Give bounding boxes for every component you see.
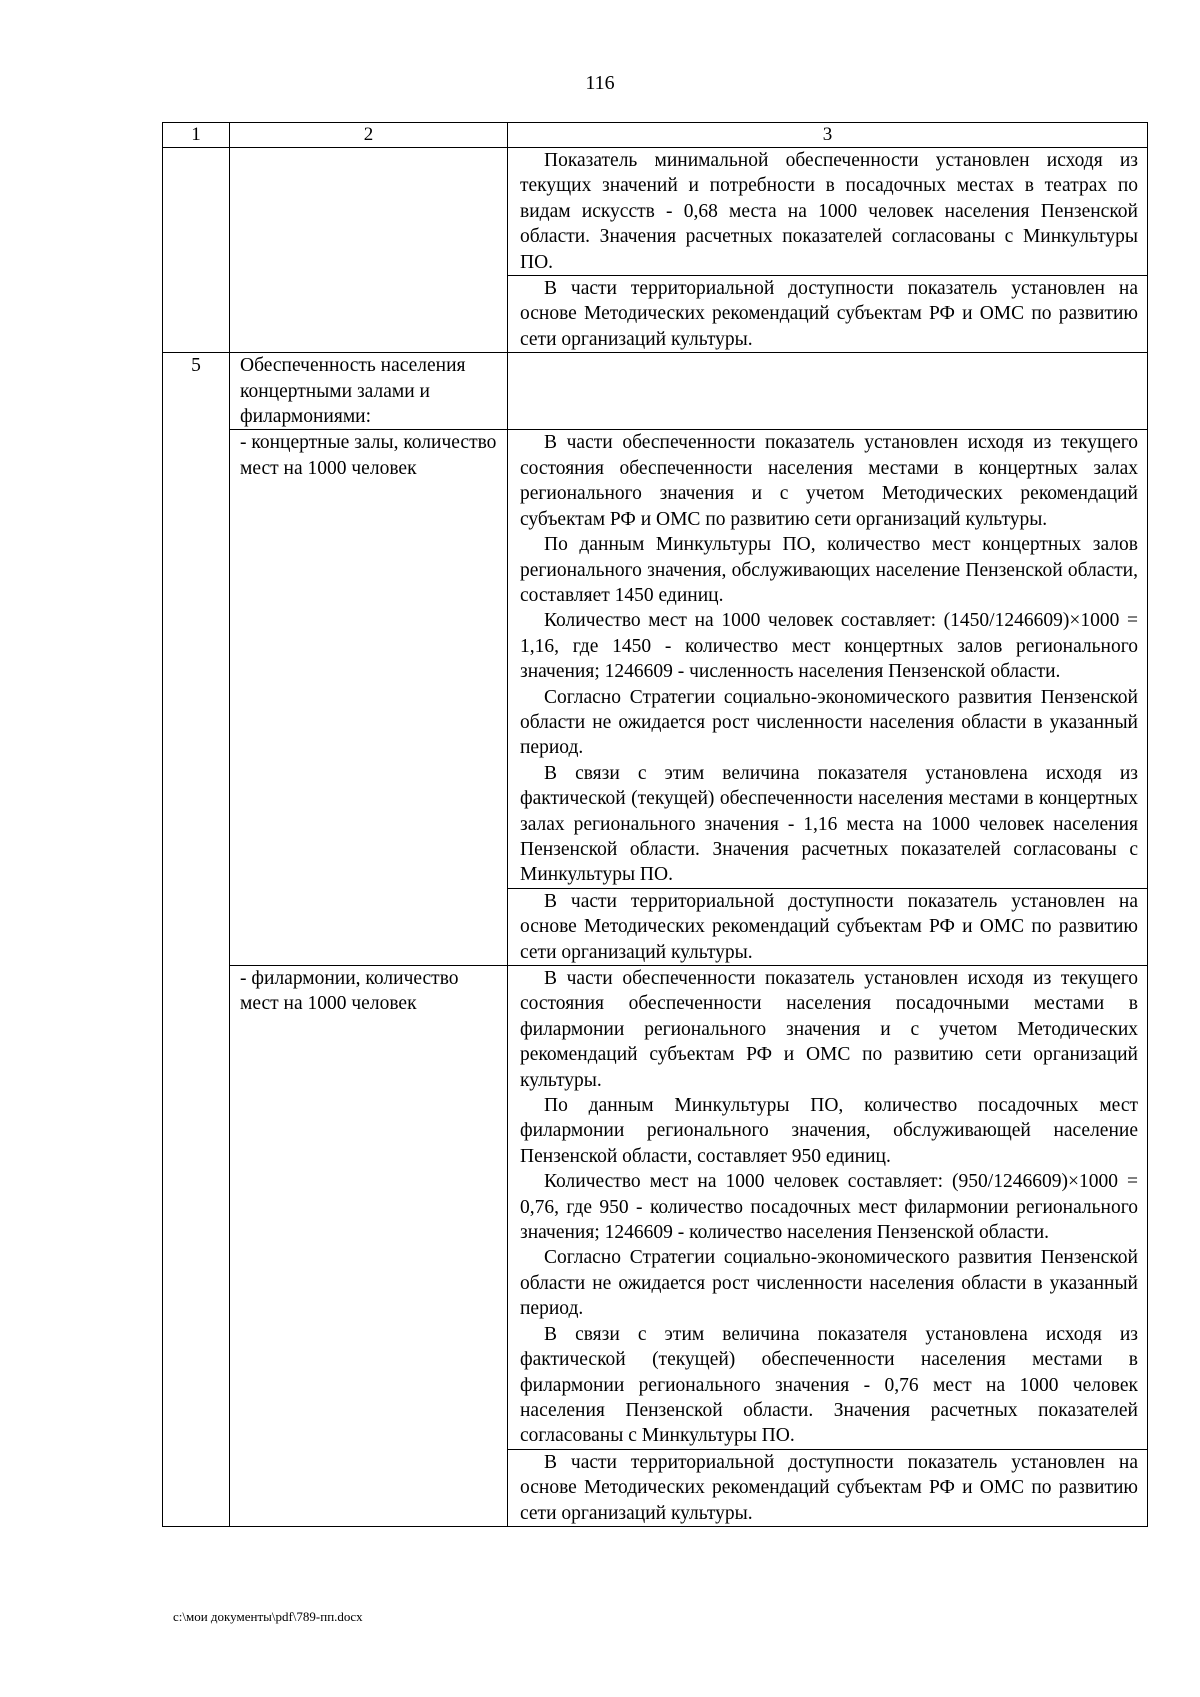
description-paragraph: Согласно Стратегии социально-экономического развития Пензенской области не ожидается рост численности населения области в указанный период. bbox=[520, 686, 1138, 759]
description-cell bbox=[508, 430, 1148, 888]
description-cell bbox=[508, 888, 1148, 965]
description-paragraph: Количество мест на 1000 человек составляет: (950/1246609)×1000 = 0,76, где 950 - количество посадочных мест филармонии регионального значения; 1246609 - количество населения Пензенской области. bbox=[520, 1171, 1138, 1244]
description-paragraph: Количество мест на 1000 человек составляет: (1450/1246609)×1000 = 1,16, где 1450 - количество мест концертных залов регионального значения; 1246609 - численность населения Пензенской области. bbox=[520, 610, 1138, 683]
description-cell bbox=[508, 353, 1148, 430]
description-paragraph: По данным Минкультуры ПО, количество мест концертных залов регионального значения, обслуживающих население Пензенской области, составляет 1450 единиц. bbox=[520, 534, 1138, 606]
table-row bbox=[163, 353, 1148, 430]
column-header-3: 3 bbox=[508, 123, 1148, 148]
column-header-2: 2 bbox=[230, 123, 508, 148]
row-number-cell bbox=[163, 148, 230, 353]
indicator-cell bbox=[230, 353, 508, 430]
description-cell bbox=[508, 148, 1148, 276]
description-cell bbox=[508, 1449, 1148, 1526]
table-row bbox=[163, 148, 1148, 276]
description-paragraph: В части территориальной доступности показатель установлен на основе Методических рекомендаций субъектам РФ и ОМС по развитию сети организаций культуры. bbox=[520, 890, 1138, 963]
table-header-row bbox=[163, 123, 1148, 148]
description-paragraph: В связи с этим величина показателя установлена исходя из фактической (текущей) обеспеченности населения местами в концертных залах регионального значения - 1,16 места на 1000 человек населения Пензенской области. Значения расчетных показателей согласованы с Минкультуры ПО. bbox=[520, 762, 1138, 886]
description-paragraph: В части территориальной доступности показатель установлен на основе Методических рекомендаций субъектам РФ и ОМС по развитию сети организаций культуры. bbox=[520, 278, 1138, 350]
indicator-label: Обеспеченность населения концертными залами и филармониями: bbox=[240, 355, 466, 428]
description-paragraph: Согласно Стратегии социально-экономического развития Пензенской области не ожидается рост численности населения области в указанный период. bbox=[520, 1247, 1138, 1320]
row-number-cell: 5 bbox=[163, 353, 230, 1527]
page-number: 116 bbox=[585, 72, 615, 94]
document-table bbox=[162, 122, 1148, 1527]
column-header-1: 1 bbox=[163, 123, 230, 148]
indicator-cell bbox=[230, 966, 508, 1527]
footer-file-path: c:\мои документы\pdf\789-пп.docx bbox=[173, 1609, 363, 1624]
description-paragraph: Показатель минимальной обеспеченности установлен исходя из текущих значений и потребности в посадочных местах в театрах по видам искусств - 0,68 места на 1000 человек населения Пензенской области. Значения расчетных показателей согласованы с Минкультуры ПО. bbox=[520, 150, 1138, 273]
table-row bbox=[163, 430, 1148, 888]
indicator-label: - концертные залы, количество мест на 1000 человек bbox=[240, 432, 497, 479]
description-paragraph: В связи с этим величина показателя установлена исходя из фактической (текущей) обеспеченности населения местами в филармонии регионального значения - 0,76 мест на 1000 человек населения Пензенской области. Значения расчетных показателей согласованы с Минкультуры ПО. bbox=[520, 1323, 1138, 1447]
description-paragraph: В части обеспеченности показатель установлен исходя из текущего состояния обеспеченности населения местами в концертных залах регионального значения и с учетом Методических рекомендаций субъектам РФ и ОМС по развитию сети организаций культуры. bbox=[520, 432, 1138, 530]
indicator-cell bbox=[230, 148, 508, 353]
description-paragraph: По данным Минкультуры ПО, количество посадочных мест филармонии регионального значения, обслуживающей население Пензенской области, составляет 950 единиц. bbox=[520, 1095, 1138, 1167]
description-cell bbox=[508, 966, 1148, 1450]
table-row bbox=[163, 966, 1148, 1450]
indicator-label: - филармонии, количество мест на 1000 человек bbox=[240, 968, 459, 1015]
description-paragraph: В части территориальной доступности показатель установлен на основе Методических рекомендаций субъектам РФ и ОМС по развитию сети организаций культуры. bbox=[520, 1451, 1138, 1524]
indicator-cell bbox=[230, 430, 508, 966]
description-cell bbox=[508, 276, 1148, 353]
description-paragraph: В части обеспеченности показатель установлен исходя из текущего состояния обеспеченности населения посадочными местами в филармонии регионального значения и с учетом Методических рекомендаций субъектам РФ и ОМС по развитию сети организаций культуры. bbox=[520, 968, 1138, 1091]
